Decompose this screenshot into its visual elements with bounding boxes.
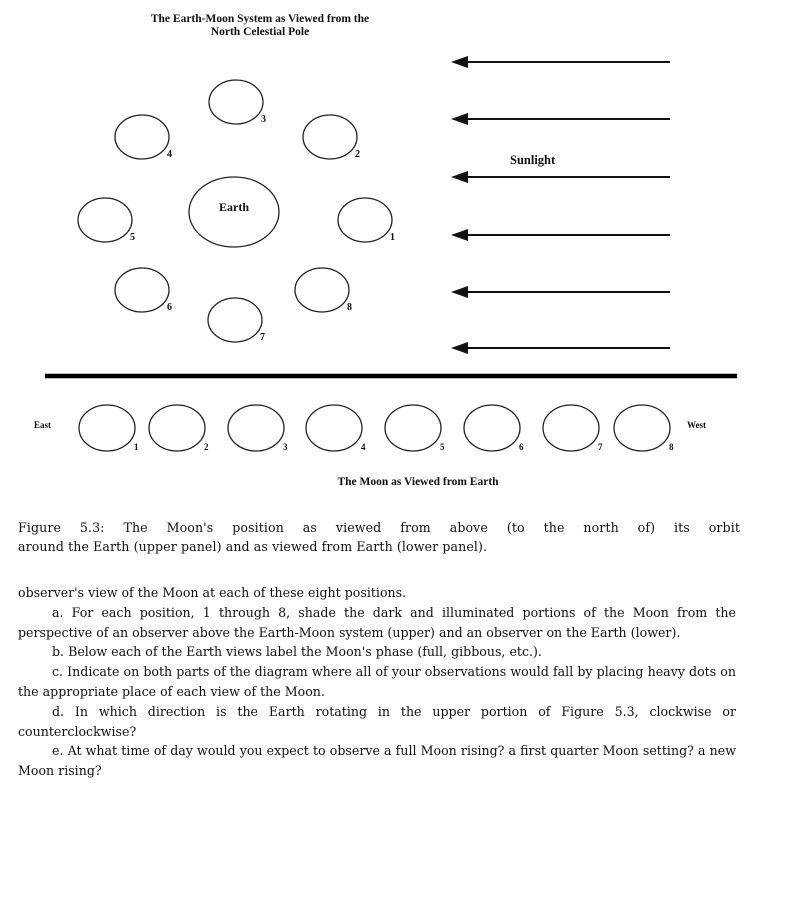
exercise-item-c: c. Indicate on both parts of the diagram where all of your observations would fall by placing heavy dots on the appropriate place of each view of the Moon. bbox=[18, 664, 736, 699]
lower-moon-6 bbox=[464, 405, 524, 452]
upper-moon-6 bbox=[115, 268, 172, 313]
moon-circle bbox=[149, 405, 205, 451]
exercise-item-e: e. At what time of day would you expect to observe a full Moon rising? a first quarter Moon setting? a new Moon rising? bbox=[18, 743, 736, 779]
upper-moon-5 bbox=[78, 198, 135, 243]
upper-moon-1 bbox=[338, 198, 395, 243]
moon-circle bbox=[614, 405, 670, 451]
figure-title-line-1: The Earth-Moon System as Viewed from the bbox=[150, 13, 370, 25]
earth-label: Earth bbox=[219, 200, 249, 214]
moon-position-number: 5 bbox=[130, 232, 135, 243]
east-label: East bbox=[34, 420, 52, 430]
arrow-head bbox=[451, 56, 468, 68]
arrow-head bbox=[451, 229, 468, 241]
arrow-head bbox=[451, 171, 468, 183]
moon-position-number: 8 bbox=[669, 442, 674, 452]
moon-position-number: 4 bbox=[361, 442, 366, 452]
lower-panel-title: The Moon as Viewed from Earth bbox=[337, 476, 499, 488]
moon-circle bbox=[208, 298, 262, 342]
moon-position-number: 3 bbox=[283, 442, 288, 452]
lower-moon-2 bbox=[149, 405, 209, 452]
lower-moon-3 bbox=[228, 405, 288, 452]
moon-position-number: 6 bbox=[167, 302, 172, 313]
moon-position-number: 1 bbox=[390, 232, 395, 243]
moon-position-number: 2 bbox=[355, 149, 360, 160]
moon-position-number: 7 bbox=[598, 442, 603, 452]
exercise-item-d: d. In which direction is the Earth rotating in the upper portion of Figure 5.3, clockwise or counterclockwise? bbox=[18, 703, 736, 739]
moon-circle bbox=[306, 405, 362, 451]
caption-line-1: Figure 5.3: The Moon's position as viewed from above (to the north of) its orbit bbox=[18, 520, 740, 535]
moon-circle bbox=[543, 405, 599, 451]
moon-position-number: 4 bbox=[167, 149, 172, 160]
moon-circle bbox=[79, 405, 135, 451]
moon-position-number: 7 bbox=[260, 332, 265, 343]
lower-moon-1 bbox=[79, 405, 139, 452]
sunlight-arrow bbox=[451, 171, 670, 183]
moon-circle bbox=[338, 198, 392, 242]
moon-position-number: 2 bbox=[204, 442, 209, 452]
upper-moon-4 bbox=[115, 115, 172, 160]
moon-circle bbox=[385, 405, 441, 451]
exercise-item-b: b. Below each of the Earth views label the Moon's phase (full, gibbous, etc.). bbox=[52, 644, 542, 660]
lower-moon-8 bbox=[614, 405, 674, 452]
moon-position-number: 1 bbox=[134, 442, 139, 452]
caption-line-2: around the Earth (upper panel) and as viewed from Earth (lower panel). bbox=[18, 539, 488, 554]
sunlight-arrow bbox=[451, 342, 670, 354]
moon-position-number: 8 bbox=[347, 302, 352, 313]
figure-title-line-2: North Celestial Pole bbox=[210, 26, 310, 38]
west-label: West bbox=[687, 420, 706, 430]
sunlight-arrow bbox=[451, 113, 670, 125]
moon-circle bbox=[78, 198, 132, 242]
upper-moon-7 bbox=[208, 298, 265, 343]
arrow-head bbox=[451, 342, 468, 354]
moon-circle bbox=[209, 80, 263, 124]
lower-moon-7 bbox=[543, 405, 603, 452]
sunlight-arrows bbox=[451, 56, 670, 354]
figure-caption bbox=[18, 518, 740, 556]
exercise-text bbox=[18, 583, 736, 781]
moon-circle bbox=[303, 115, 357, 159]
moon-circle bbox=[115, 115, 169, 159]
moon-circle bbox=[295, 268, 349, 312]
exercise-intro: observer's view of the Moon at each of these eight positions. bbox=[18, 585, 407, 600]
sunlight-arrow bbox=[451, 56, 670, 68]
upper-moon-8 bbox=[295, 268, 352, 313]
moon-position-number: 5 bbox=[440, 442, 445, 452]
upper-moon-2 bbox=[303, 115, 360, 160]
upper-moon-3 bbox=[209, 80, 266, 125]
moon-position-number: 6 bbox=[519, 442, 524, 452]
lower-moon-positions bbox=[79, 405, 674, 452]
moon-circle bbox=[115, 268, 169, 312]
lower-moon-4 bbox=[306, 405, 366, 452]
earth bbox=[189, 177, 279, 247]
sunlight-arrow bbox=[451, 286, 670, 298]
lower-moon-5 bbox=[385, 405, 445, 452]
sunlight-label: Sunlight bbox=[510, 153, 556, 167]
sunlight-arrow bbox=[451, 229, 670, 241]
moon-circle bbox=[464, 405, 520, 451]
exercise-item-a: a. For each position, 1 through 8, shade the dark and illuminated portions of the Moon from the perspective of an observer above the Earth-Moon system (upper) and an observer on the Earth (lower). bbox=[18, 604, 736, 640]
moon-circle bbox=[228, 405, 284, 451]
arrow-head bbox=[451, 286, 468, 298]
moon-position-number: 3 bbox=[261, 114, 266, 125]
arrow-head bbox=[451, 113, 468, 125]
